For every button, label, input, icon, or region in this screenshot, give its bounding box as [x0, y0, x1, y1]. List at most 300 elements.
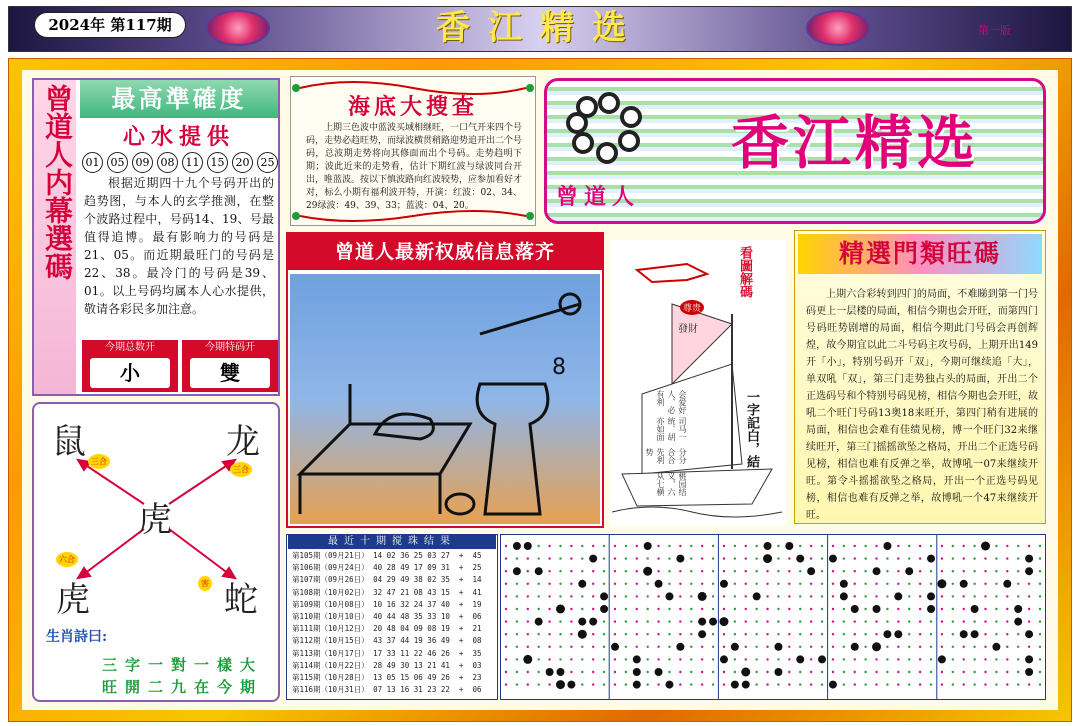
- grid-dot: [963, 671, 965, 673]
- grid-dot: [930, 583, 932, 585]
- drawn-number-dot: [523, 655, 532, 664]
- grid-dot: [1006, 646, 1008, 648]
- grid-dot: [668, 545, 670, 547]
- sail-line: 司马一统、胡亦如面: [656, 417, 687, 442]
- grid-dot: [984, 595, 986, 597]
- grid-dot: [1006, 570, 1008, 572]
- grid-dot: [995, 557, 997, 559]
- special-label: 今期特码开: [205, 342, 255, 353]
- grid-dot: [952, 658, 954, 660]
- grid-dot: [755, 545, 757, 547]
- grid-dot: [864, 570, 866, 572]
- grid-dot: [963, 570, 965, 572]
- grid-dot: [603, 683, 605, 685]
- drawn-number-dot: [578, 618, 586, 626]
- drawn-number-dot: [741, 668, 750, 677]
- grid-dot: [886, 595, 888, 597]
- grid-dot: [854, 620, 856, 622]
- grid-dot: [745, 646, 747, 648]
- grid-dot: [570, 671, 572, 673]
- grid-dot: [592, 545, 594, 547]
- grid-dot: [1039, 671, 1041, 673]
- drawn-number-dot: [960, 630, 968, 638]
- drawn-number-dot: [698, 618, 706, 626]
- grid-dot: [712, 683, 714, 685]
- grid-dot: [537, 545, 539, 547]
- grid-dot: [505, 595, 507, 597]
- grid-dot: [897, 583, 899, 585]
- grid-dot: [755, 683, 757, 685]
- grid-dot: [581, 595, 583, 597]
- table-row: 第112期（10月15日） 43 37 44 19 36 49 + 08: [292, 636, 482, 646]
- ring-icon: [566, 112, 588, 134]
- grid-dot: [657, 608, 659, 610]
- grid-dot: [646, 658, 648, 660]
- arrow-line: [84, 464, 144, 504]
- grid-dot: [537, 671, 539, 673]
- grid-dot: [1039, 633, 1041, 635]
- grid-dot: [505, 620, 507, 622]
- drawn-number-dot: [535, 618, 543, 626]
- grid-dot: [537, 608, 539, 610]
- grid-dot: [548, 658, 550, 660]
- grid-dot: [766, 658, 768, 660]
- grid-dot: [788, 608, 790, 610]
- drawn-number-dot: [1014, 605, 1022, 613]
- grid-dot: [537, 683, 539, 685]
- grid-dot: [690, 658, 692, 660]
- search-title: 海底大搜查: [347, 94, 478, 120]
- grid-dot: [930, 570, 932, 572]
- grid-dot: [897, 658, 899, 660]
- grid-dot: [941, 570, 943, 572]
- grid-dot: [919, 583, 921, 585]
- grid-dot: [516, 583, 518, 585]
- grid-dot: [843, 557, 845, 559]
- grid-dot: [1028, 620, 1030, 622]
- grid-dot: [984, 658, 986, 660]
- grid-dot: [810, 646, 812, 648]
- grid-dot: [854, 545, 856, 547]
- grid-dot: [984, 570, 986, 572]
- grid-dot: [559, 545, 561, 547]
- grid-dot: [701, 557, 703, 559]
- grid-dot: [908, 583, 910, 585]
- grid-dot: [777, 545, 779, 547]
- grid-dot: [864, 545, 866, 547]
- grid-dot: [559, 595, 561, 597]
- grid-dot: [646, 608, 648, 610]
- grid-dot: [941, 671, 943, 673]
- grid-dot: [821, 595, 823, 597]
- grid-dot: [505, 671, 507, 673]
- grid-dot: [1039, 658, 1041, 660]
- grid-dot: [843, 671, 845, 673]
- grid-dot: [570, 583, 572, 585]
- grid-dot: [505, 646, 507, 648]
- grid-dot: [766, 595, 768, 597]
- grid-dot: [919, 570, 921, 572]
- grid-dot: [614, 683, 616, 685]
- grid-dot: [516, 557, 518, 559]
- drawn-number-dot: [633, 668, 641, 676]
- grid-dot: [1006, 671, 1008, 673]
- grid-dot: [603, 557, 605, 559]
- zodiac-rat: 鼠: [52, 422, 86, 462]
- grid-dot: [734, 620, 736, 622]
- grid-dot: [581, 671, 583, 673]
- drawn-number-dot: [1025, 630, 1033, 638]
- grid-dot: [973, 595, 975, 597]
- grid-dot: [919, 683, 921, 685]
- grid-dot: [1017, 583, 1019, 585]
- grid-dot: [788, 683, 790, 685]
- grid-dot: [657, 557, 659, 559]
- grid-dot: [919, 671, 921, 673]
- grid-dot: [777, 633, 779, 635]
- drawn-number-dot: [600, 605, 608, 613]
- grid-dot: [864, 671, 866, 673]
- grid-dot: [864, 595, 866, 597]
- grid-dot: [952, 570, 954, 572]
- grid-dot: [952, 608, 954, 610]
- grid-dot: [690, 583, 692, 585]
- table-row: 第113期（10月17日） 17 33 11 22 46 26 + 35: [292, 648, 482, 658]
- grid-dot: [701, 608, 703, 610]
- grid-dot: [712, 633, 714, 635]
- grid-dot: [668, 646, 670, 648]
- grid-dot: [614, 557, 616, 559]
- grid-dot: [810, 658, 812, 660]
- grid-dot: [668, 583, 670, 585]
- grid-dot: [1017, 646, 1019, 648]
- grid-dot: [810, 620, 812, 622]
- grid-dot: [603, 545, 605, 547]
- zodiac-tiger-center: 虎: [138, 500, 172, 540]
- grid-dot: [712, 595, 714, 597]
- grid-dot: [821, 683, 823, 685]
- grid-dot: [516, 620, 518, 622]
- grid-dot: [646, 595, 648, 597]
- grid-dot: [799, 646, 801, 648]
- grid-dot: [679, 658, 681, 660]
- table-row: 第110期（10月10日） 40 44 48 35 33 10 + 06: [292, 612, 482, 622]
- boat-side-label: 看圖解碼: [737, 246, 752, 298]
- grid-dot: [984, 557, 986, 559]
- grid-dot: [875, 683, 877, 685]
- grid-dot: [799, 620, 801, 622]
- table-row: 第115期（10月28日） 13 05 15 06 49 26 + 23: [292, 673, 482, 683]
- grid-dot: [668, 658, 670, 660]
- grid-dot: [592, 595, 594, 597]
- grid-dot: [777, 583, 779, 585]
- grid-dot: [821, 608, 823, 610]
- ornament-leaf: [526, 84, 534, 92]
- grid-dot: [843, 658, 845, 660]
- accuracy-heading: 最高準確度: [80, 80, 278, 118]
- grid-dot: [984, 620, 986, 622]
- grid-dot: [930, 633, 932, 635]
- grid-dot: [1039, 595, 1041, 597]
- grid-dot: [952, 671, 954, 673]
- drawn-number-dot: [742, 681, 750, 689]
- hot-numbers-heading: 精選門類旺碼: [798, 234, 1042, 274]
- drawn-number-dot: [633, 681, 641, 689]
- ornament-leaf: [292, 212, 300, 220]
- grid-dot: [679, 620, 681, 622]
- grid-dot: [734, 633, 736, 635]
- grid-dot: [875, 557, 877, 559]
- grid-dot: [581, 545, 583, 547]
- drawn-number-dot: [894, 592, 902, 600]
- grid-dot: [734, 557, 736, 559]
- grid-dot: [821, 620, 823, 622]
- grid-dot: [592, 583, 594, 585]
- grid-dot: [777, 608, 779, 610]
- grid-dot: [919, 608, 921, 610]
- grid-dot: [821, 671, 823, 673]
- drawn-number-dot: [938, 655, 946, 663]
- grid-dot: [603, 620, 605, 622]
- grid-dot: [908, 671, 910, 673]
- grid-dot: [505, 545, 507, 547]
- grid-dot: [537, 633, 539, 635]
- drawn-number-dot: [513, 567, 521, 575]
- grid-dot: [875, 671, 877, 673]
- grid-dot: [854, 595, 856, 597]
- grid-dot: [908, 608, 910, 610]
- drawn-number-dot: [556, 680, 565, 689]
- grid-dot: [559, 583, 561, 585]
- grid-dot: [625, 646, 627, 648]
- sail-text: 發財: [678, 324, 698, 335]
- grid-dot: [1039, 583, 1041, 585]
- grid-dot: [1017, 595, 1019, 597]
- grid-dot: [897, 683, 899, 685]
- grid-dot: [941, 557, 943, 559]
- grid-dot: [832, 595, 834, 597]
- grid-dot: [592, 683, 594, 685]
- grid-dot: [788, 570, 790, 572]
- grid-dot: [963, 557, 965, 559]
- ring-icon: [596, 142, 618, 164]
- grid-dot: [527, 683, 529, 685]
- grid-dot: [799, 683, 801, 685]
- grid-dot: [766, 671, 768, 673]
- grid-dot: [712, 557, 714, 559]
- drawn-number-dot: [719, 617, 728, 626]
- drawn-number-dot: [1025, 668, 1033, 676]
- grid-dot: [755, 583, 757, 585]
- grid-dot: [963, 545, 965, 547]
- grid-dot: [1017, 633, 1019, 635]
- grid-dot: [886, 620, 888, 622]
- grid-dot: [755, 658, 757, 660]
- grid-dot: [941, 595, 943, 597]
- grid-dot: [755, 570, 757, 572]
- grid-dot: [843, 646, 845, 648]
- grid-dot: [559, 658, 561, 660]
- grid-dot: [559, 646, 561, 648]
- grid-dot: [527, 620, 529, 622]
- grid-dot: [952, 557, 954, 559]
- grid-dot: [832, 570, 834, 572]
- grid-dot: [548, 545, 550, 547]
- number-ball: 25: [257, 152, 278, 173]
- grid-dot: [1017, 545, 1019, 547]
- ornament-leaf: [292, 84, 300, 92]
- grid-dot: [755, 671, 757, 673]
- grid-dot: [581, 683, 583, 685]
- drawn-number-dot: [676, 643, 684, 651]
- drawn-number-dot: [774, 643, 782, 651]
- drawn-number-dot: [676, 555, 684, 563]
- ring-icon: [618, 130, 640, 152]
- drawn-number-dot: [578, 630, 587, 639]
- grid-dot: [603, 583, 605, 585]
- grid-dot: [832, 633, 834, 635]
- grid-dot: [636, 608, 638, 610]
- grid-dot: [799, 671, 801, 673]
- number-ball: 20: [232, 152, 253, 173]
- grid-dot: [668, 608, 670, 610]
- grid-dot: [832, 583, 834, 585]
- grid-dot: [930, 620, 932, 622]
- grid-dot: [843, 608, 845, 610]
- drawn-number-dot: [840, 580, 848, 588]
- grid-dot: [646, 620, 648, 622]
- hot-numbers-text: 上期六合彩转到四门的局面，不难睇到第一门号码更上一层楼的局面，相信今期也会开旺，而第四门号码旺势剧增的局面，相信今期此门号码会再创辉煌，故今期宜以此二斗号码主攻号码，上期开出149开「小」，特别号码开「双」，今期可继续追「大」，单双吼「双」，第三门走势独占头的局面，开出二个正选码号和个特别号码见榜，相信今期也会开旺，故吼二个旺门号码13奥18来旺开，第四门稍有进展的局面，相信也会难有佳绩见榜，博一个旺门32来继续旺开，第三门摇摇欲坠之格局，开出二个正选号码见榜，相信也难有反弹之举，故博吼一07来继续开旺。第令斗摇摇欲坠之格局，开出一个正选号码见榜，相信也难有反弹之举，故博吼一个47来继续开旺。: [806, 289, 1038, 521]
- table-row: 第106期（09月24日） 40 28 49 17 09 31 + 25: [292, 563, 482, 573]
- grid-dot: [559, 557, 561, 559]
- grid-dot: [603, 570, 605, 572]
- grid-dot: [908, 683, 910, 685]
- grid-dot: [995, 583, 997, 585]
- grid-dot: [963, 683, 965, 685]
- grid-dot: [636, 557, 638, 559]
- grid-dot: [516, 671, 518, 673]
- grid-dot: [897, 608, 899, 610]
- number-ball: 05: [107, 152, 128, 173]
- grid-dot: [875, 583, 877, 585]
- grid-dot: [908, 595, 910, 597]
- grid-dot: [701, 570, 703, 572]
- drawn-number-dot: [937, 579, 946, 588]
- grid-dot: [701, 683, 703, 685]
- grid-dot: [1039, 545, 1041, 547]
- grid-dot: [723, 570, 725, 572]
- drawn-number-dot: [927, 592, 935, 600]
- grid-dot: [919, 620, 921, 622]
- grid-dot: [777, 658, 779, 660]
- grid-dot: [592, 608, 594, 610]
- grid-dot: [679, 633, 681, 635]
- grid-dot: [984, 633, 986, 635]
- grid-dot: [897, 570, 899, 572]
- grid-dot: [973, 658, 975, 660]
- drawn-number-dot: [796, 655, 804, 663]
- drawn-number-dot: [1025, 555, 1033, 563]
- grid-dot: [657, 658, 659, 660]
- grid-dot: [505, 633, 507, 635]
- grid-dot: [766, 583, 768, 585]
- grid-dot: [614, 583, 616, 585]
- drawn-number-dot: [655, 668, 663, 676]
- drawn-number-dot: [535, 567, 543, 575]
- grid-dot: [897, 557, 899, 559]
- poem-line: 三字一對一樣大: [102, 656, 264, 674]
- grid-dot: [548, 570, 550, 572]
- number-ball: 11: [182, 152, 203, 173]
- grid-dot: [886, 683, 888, 685]
- grid-dot: [864, 658, 866, 660]
- grid-dot: [821, 557, 823, 559]
- grid-dot: [799, 583, 801, 585]
- grid-dot: [548, 683, 550, 685]
- grid-dot: [777, 570, 779, 572]
- grid-dot: [810, 545, 812, 547]
- grid-dot: [646, 646, 648, 648]
- tag-sanhe: 三合: [88, 454, 110, 469]
- grid-dot: [1039, 646, 1041, 648]
- drawn-number-dot: [698, 592, 707, 601]
- sail-line: 会爱好人、必有利: [656, 390, 687, 414]
- grid-dot: [854, 658, 856, 660]
- grid-dot: [886, 583, 888, 585]
- sail-line: 桃园结义，六从七横: [656, 471, 687, 496]
- grid-dot: [527, 557, 529, 559]
- grid-dot: [941, 608, 943, 610]
- grid-dot: [690, 633, 692, 635]
- grid-dot: [777, 595, 779, 597]
- grid-dot: [788, 671, 790, 673]
- drawn-number-dot: [883, 542, 891, 550]
- grid-dot: [570, 570, 572, 572]
- grid-dot: [723, 633, 725, 635]
- grid-dot: [745, 620, 747, 622]
- drawn-number-dot: [753, 592, 761, 600]
- grid-dot: [625, 671, 627, 673]
- drawn-number-dot: [872, 642, 881, 651]
- grid-dot: [636, 545, 638, 547]
- table-row: 第116期（10月31日） 07 13 16 31 23 22 + 06: [292, 685, 482, 695]
- drawn-number-dot: [883, 630, 891, 638]
- total-label: 今期总数开: [105, 342, 155, 353]
- number-ball: 09: [132, 152, 153, 173]
- grid-dot: [984, 646, 986, 648]
- grid-dot: [995, 633, 997, 635]
- grid-dot: [690, 620, 692, 622]
- grid-dot: [625, 658, 627, 660]
- grid-dot: [625, 545, 627, 547]
- tag-sanhe: 三合: [230, 462, 252, 477]
- grid-dot: [908, 658, 910, 660]
- grid-dot: [941, 620, 943, 622]
- grid-dot: [505, 557, 507, 559]
- banner-title: 香江精选: [730, 109, 979, 177]
- grid-dot: [788, 620, 790, 622]
- grid-dot: [854, 583, 856, 585]
- grid-dot: [919, 633, 921, 635]
- grid-dot: [755, 557, 757, 559]
- grid-dot: [897, 545, 899, 547]
- grid-dot: [679, 545, 681, 547]
- grid-dot: [788, 658, 790, 660]
- grid-dot: [570, 633, 572, 635]
- grid-dot: [919, 545, 921, 547]
- grid-dot: [570, 646, 572, 648]
- trend-dots: [500, 534, 1046, 700]
